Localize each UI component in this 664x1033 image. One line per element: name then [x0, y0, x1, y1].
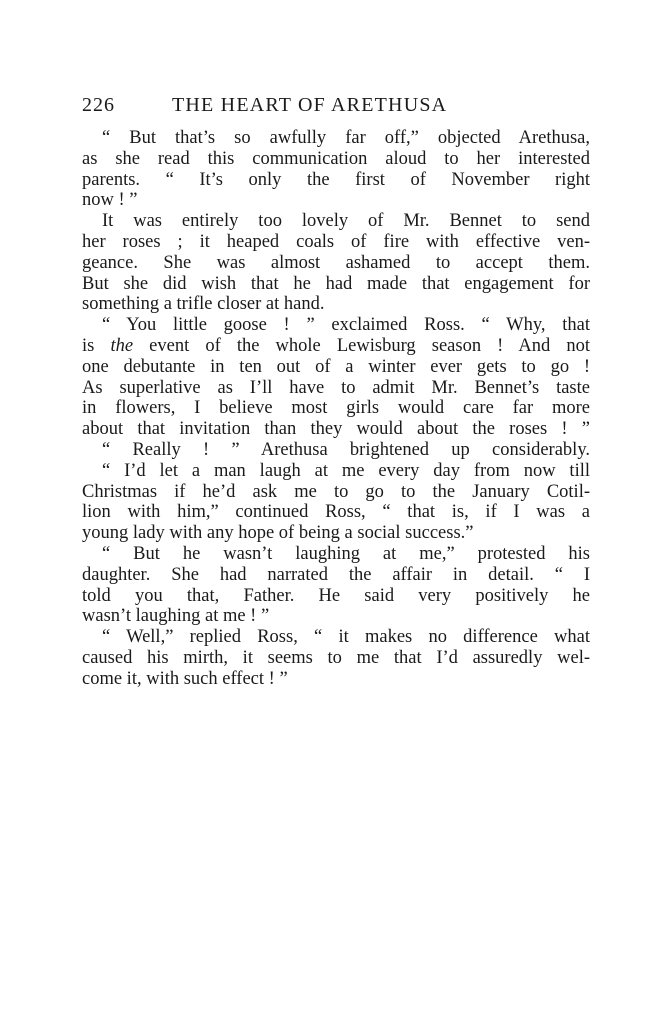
text-line: geance. She was almost ashamed to accept them.	[82, 252, 590, 273]
text-line: It was entirely too lovely of Mr. Bennet to send	[102, 211, 590, 232]
text-segment: event of the whole Lewisburg season ! And not	[149, 335, 591, 356]
text-line: daughter. She had narrated the affair in detail. “ I	[82, 564, 590, 585]
text-line: “ But that’s so awfully far off,” objected Arethusa,	[102, 128, 590, 148]
text-line: As superlative as I’ll have to admit Mr. Bennet’s taste	[82, 377, 590, 398]
text-line: But she did wish that he had made that engagement for	[82, 273, 590, 294]
text-line: caused his mirth, it seems to me that I’d assuredly wel-	[82, 647, 590, 668]
text-line: Christmas if he’d ask me to go to the January Cotil-	[82, 481, 590, 502]
text-line: young lady with any hope of being a social success.”	[82, 523, 474, 544]
text-line: “ I’d let a man laugh at me every day from now till	[102, 460, 590, 481]
text-line: something a trifle closer at hand.	[82, 294, 325, 315]
text-line: parents. “ It’s only the first of November right	[82, 169, 590, 190]
book-title: THE HEART OF ARETHUSA	[172, 94, 448, 116]
text-line: one debutante in ten out of a winter ever gets to go !	[82, 356, 590, 377]
text-line-with-italic	[82, 336, 590, 357]
text-line: lion with him,” continued Ross, “ that is, if I was a	[82, 502, 590, 523]
text-line: “ You little goose ! ” exclaimed Ross. “ Why, that	[102, 315, 590, 336]
text-line: about that invitation than they would about the roses ! ”	[82, 419, 590, 440]
text-line: told you that, Father. He said very positively he	[82, 585, 590, 606]
text-line: “ Well,” replied Ross, “ it makes no difference what	[102, 627, 590, 648]
text-line: wasn’t laughing at me ! ”	[82, 606, 270, 627]
text-segment: is	[82, 335, 95, 356]
text-line: as she read this communication aloud to her interested	[82, 148, 590, 169]
text-line: come it, with such effect ! ”	[82, 668, 288, 689]
page-number: 226	[82, 94, 115, 116]
body-text	[82, 128, 590, 690]
text-line: her roses ; it heaped coals of fire with effective ven-	[82, 231, 590, 252]
text-line: “ But he wasn’t laughing at me,” protested his	[102, 543, 590, 564]
italic-emphasis: the	[110, 335, 134, 356]
text-line: in flowers, I believe most girls would care far more	[82, 398, 590, 419]
text-line: now ! ”	[82, 190, 138, 211]
text-line: “ Really ! ” Arethusa brightened up considerably.	[102, 439, 590, 460]
running-head	[82, 94, 592, 118]
